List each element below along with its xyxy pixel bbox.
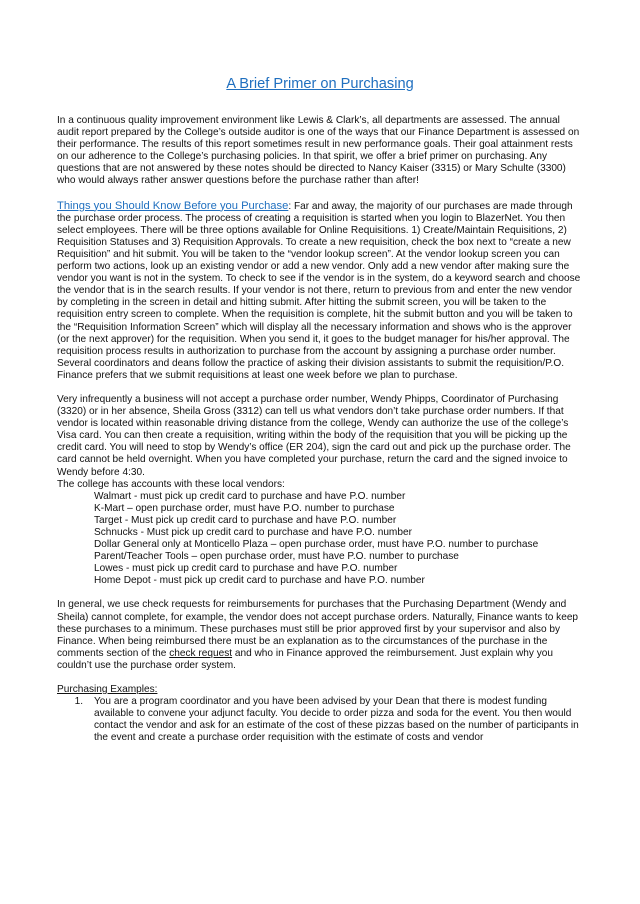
vendor-item: Parent/Teacher Tools – open purchase order, must have P.O. number to purchase	[94, 551, 459, 563]
example-text: You are a program coordinator and you have been advised by your Dean that there is modest funding available to convene your adjunct faculty. You decide to order pizza and soda for the event. You then would contact the vendor and ask for an estimate of the cost of these pizzas based on the number of participants in the event and create a purchase order requisition with the estimate of costs and vendor	[94, 696, 579, 744]
examples-heading: Purchasing Examples:	[57, 684, 158, 696]
intro-paragraph: In a continuous quality improvement environment like Lewis & Clark’s, all departments are assessed. The annual audit report prepared by the College’s outside auditor is one of the ways that our Finance Department is assessed on their performance. The results of this report sometimes result in new performance goals. Their goal attainment rests on our adherence to the College’s purchasing policies. In that spirit, we offer a brief primer on purchasing. Any questions that are not answered by these notes should be directed to Nancy Kaiser (3315) or Mary Schulte (3300) who would always rather answer questions before the purchase rather than after!	[57, 115, 580, 187]
vendor-item: Walmart - must pick up credit card to purchase and have P.O. number	[94, 490, 406, 502]
examples-list	[57, 696, 583, 744]
example-number: 1.	[74, 696, 83, 708]
section-things-to-know	[57, 200, 583, 382]
vendor-item: Target - Must pick up credit card to purchase and have P.O. number	[94, 514, 397, 526]
vendors-intro: The college has accounts with these local vendors:	[57, 478, 285, 490]
section-things-to-know-body: Far and away, the majority of our purchases are made through the purchase order process. The process of creating a requisition is started when you login to BlazerNet. You then select employees. There will be three options available for Online Requisitions. 1) Create/Maintain Requisitions, 2) Requisition Statuses and 3) Requisition Approvals. To create a new requisition, check the box next to “create a new Requisition” and hit submit. You will be taken to the “vendor lookup screen”. At the vendor lookup screen you can perform two actions, look up an existing vendor or add a new vendor. Only add a new vendor after making sure the vendor you want is not in the system. To check to see if the vendor is in the system, do a keyword search and choose the vendor that is in the search results. If your vendor is not there, return to previous from and enter the new vendor by completing in the screen in detail and hitting submit. After hitting the submit screen, you will be taken to the requisition entry screen to complete. When the requisition is complete, hit the submit button and you will be taken to the “Requisition Information Screen” which will display all the necessary information and shows who is the approver (or the next approver) for the requisition. When you send it, it goes to the budget manager for his/her approval. The requisition process results in authorization to purchase from the account by assigning a purchase order number. Several coordinators and deans follow the practice of asking their division assistants to submit the requisition/P.O. Finance prefers that we submit requisitions at least one week before we plan to purchase.	[57, 200, 581, 381]
vendor-item: Dollar General only at Monticello Plaza – open purchase order, must have P.O. number to purchase	[94, 539, 539, 551]
vendor-list	[94, 491, 583, 588]
vendor-item: Home Depot - must pick up credit card to purchase and have P.O. number	[94, 575, 425, 587]
vendor-item: Lowes - must pick up credit card to purchase and have P.O. number	[94, 563, 398, 575]
section-heading-things-to-know[interactable]: Things you Should Know Before you Purchase	[57, 199, 289, 212]
check-request-text-after: and who in Finance approved the reimbursement. Just explain why you couldn’t use the purchase order system.	[57, 647, 553, 671]
check-request-link[interactable]: check request	[169, 647, 233, 659]
document-page	[0, 76, 640, 904]
check-request-text-before: In general, we use check requests for reimbursements for purchases that the Purchasing Department (Wendy and Sheila) cannot complete, for example, the vendor does not accept purchase orders. Naturally, Finance wants to keep these purchases to a minimum. These purchases must still be prior approved first by your supervisor and also by Finance. When being reimbursed there must be an explanation as to the circumstances of the purchase in the comments section of the	[57, 599, 579, 659]
vendor-item: Schnucks - Must pick up credit card to purchase and have P.O. number	[94, 527, 412, 538]
page-title: A Brief Primer on Purchasing	[226, 76, 414, 92]
check-request-paragraph	[57, 599, 583, 672]
example-item	[57, 696, 583, 744]
section-heading-separator: :	[288, 200, 294, 212]
visa-card-paragraph: Very infrequently a business will not accept a purchase order number, Wendy Phipps, Coordinator of Purchasing (3320) or in her absence, Sheila Gross (3312) can tell us what vendors don’t take purchase order numbers. If that vendor is located within reasonable driving distance from the college, Wendy can authorize the use of the college’s Visa card. You can then create a requisition, writing within the body of the requisition that you will be picking up the credit card. You will need to stop by Wendy’s office (ER 204), sign the card out and pick up the purchase order. The card cannot be held overnight. When you have completed your purchase, return the card and the signed invoice to Wendy before 4:30.	[57, 393, 571, 478]
vendor-item: K-Mart – open purchase order, must have P.O. number to purchase	[94, 502, 395, 514]
